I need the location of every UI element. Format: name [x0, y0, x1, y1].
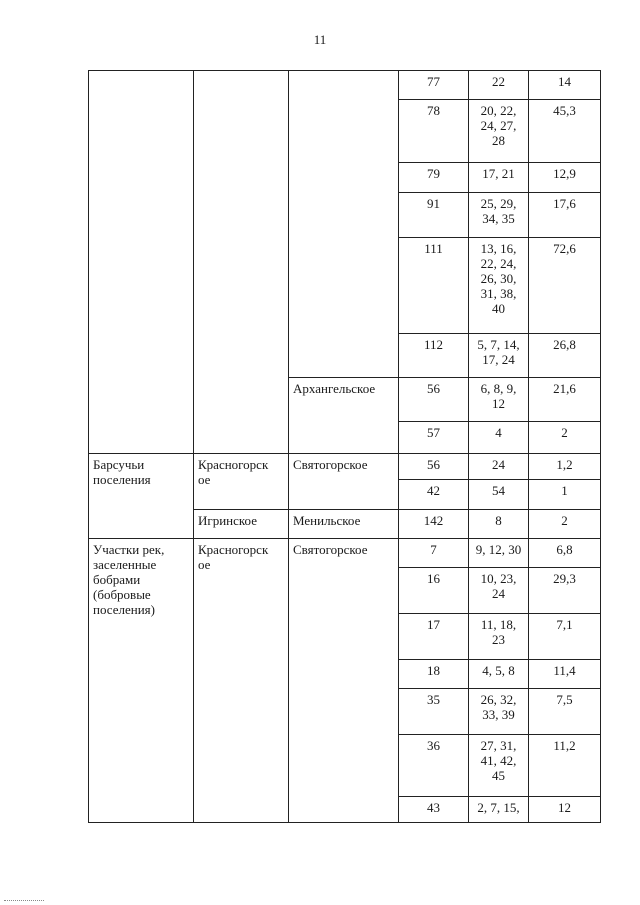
category-cell: Барсучьи поселения [89, 454, 194, 539]
compartments-cell: 11, 18, 23 [469, 614, 529, 660]
quarter-cell: 79 [399, 163, 469, 193]
area-cell: 26,8 [529, 334, 601, 378]
compartments-cell: 25, 29, 34, 35 [469, 193, 529, 238]
quarter-cell: 17 [399, 614, 469, 660]
area-cell: 1,2 [529, 454, 601, 480]
footer-mark [4, 900, 44, 901]
area-cell: 6,8 [529, 539, 601, 568]
quarter-cell: 42 [399, 480, 469, 510]
district-cell [194, 71, 289, 454]
area-cell: 45,3 [529, 100, 601, 163]
compartments-cell: 4 [469, 422, 529, 454]
forestry-cell: Менильское [289, 510, 399, 539]
district-cell: Красногорск ое [194, 539, 289, 823]
compartments-cell: 13, 16, 22, 24, 26, 30, 31, 38, 40 [469, 238, 529, 334]
area-cell: 21,6 [529, 378, 601, 422]
forestry-cell: Архангельское [289, 378, 399, 454]
quarter-cell: 77 [399, 71, 469, 100]
compartments-cell: 5, 7, 14, 17, 24 [469, 334, 529, 378]
category-cell [89, 71, 194, 454]
area-cell: 17,6 [529, 193, 601, 238]
quarter-cell: 7 [399, 539, 469, 568]
quarter-cell: 112 [399, 334, 469, 378]
table-row [89, 454, 601, 480]
area-cell: 14 [529, 71, 601, 100]
forestry-cell [289, 71, 399, 378]
compartments-cell: 24 [469, 454, 529, 480]
quarter-cell: 142 [399, 510, 469, 539]
area-cell: 7,1 [529, 614, 601, 660]
quarter-cell: 57 [399, 422, 469, 454]
compartments-cell: 17, 21 [469, 163, 529, 193]
compartments-cell: 54 [469, 480, 529, 510]
area-cell: 29,3 [529, 568, 601, 614]
quarter-cell: 56 [399, 454, 469, 480]
district-cell: Красногорск ое [194, 454, 289, 510]
compartments-cell: 26, 32, 33, 39 [469, 689, 529, 735]
quarter-cell: 78 [399, 100, 469, 163]
compartments-cell: 8 [469, 510, 529, 539]
district-cell: Игринское [194, 510, 289, 539]
category-cell: Участки рек, заселенные бобрами (бобровые поселения) [89, 539, 194, 823]
quarter-cell: 43 [399, 797, 469, 823]
compartments-cell: 6, 8, 9, 12 [469, 378, 529, 422]
compartments-cell: 22 [469, 71, 529, 100]
compartments-cell: 27, 31, 41, 42, 45 [469, 735, 529, 797]
quarter-cell: 35 [399, 689, 469, 735]
compartments-cell: 2, 7, 15, [469, 797, 529, 823]
area-cell: 12 [529, 797, 601, 823]
area-cell: 11,2 [529, 735, 601, 797]
quarter-cell: 111 [399, 238, 469, 334]
quarter-cell: 18 [399, 660, 469, 689]
quarter-cell: 91 [399, 193, 469, 238]
compartments-cell: 20, 22, 24, 27, 28 [469, 100, 529, 163]
hunting-grounds-table [88, 70, 601, 823]
area-cell: 12,9 [529, 163, 601, 193]
compartments-cell: 9, 12, 30 [469, 539, 529, 568]
area-cell: 1 [529, 480, 601, 510]
forestry-cell: Святогорское [289, 539, 399, 823]
table-row [89, 71, 601, 100]
quarter-cell: 36 [399, 735, 469, 797]
compartments-cell: 10, 23, 24 [469, 568, 529, 614]
area-cell: 2 [529, 422, 601, 454]
area-cell: 7,5 [529, 689, 601, 735]
quarter-cell: 56 [399, 378, 469, 422]
compartments-cell: 4, 5, 8 [469, 660, 529, 689]
area-cell: 2 [529, 510, 601, 539]
area-cell: 11,4 [529, 660, 601, 689]
area-cell: 72,6 [529, 238, 601, 334]
page-number: 11 [313, 32, 327, 47]
forestry-cell: Святогорское [289, 454, 399, 510]
quarter-cell: 16 [399, 568, 469, 614]
table-row [89, 539, 601, 568]
